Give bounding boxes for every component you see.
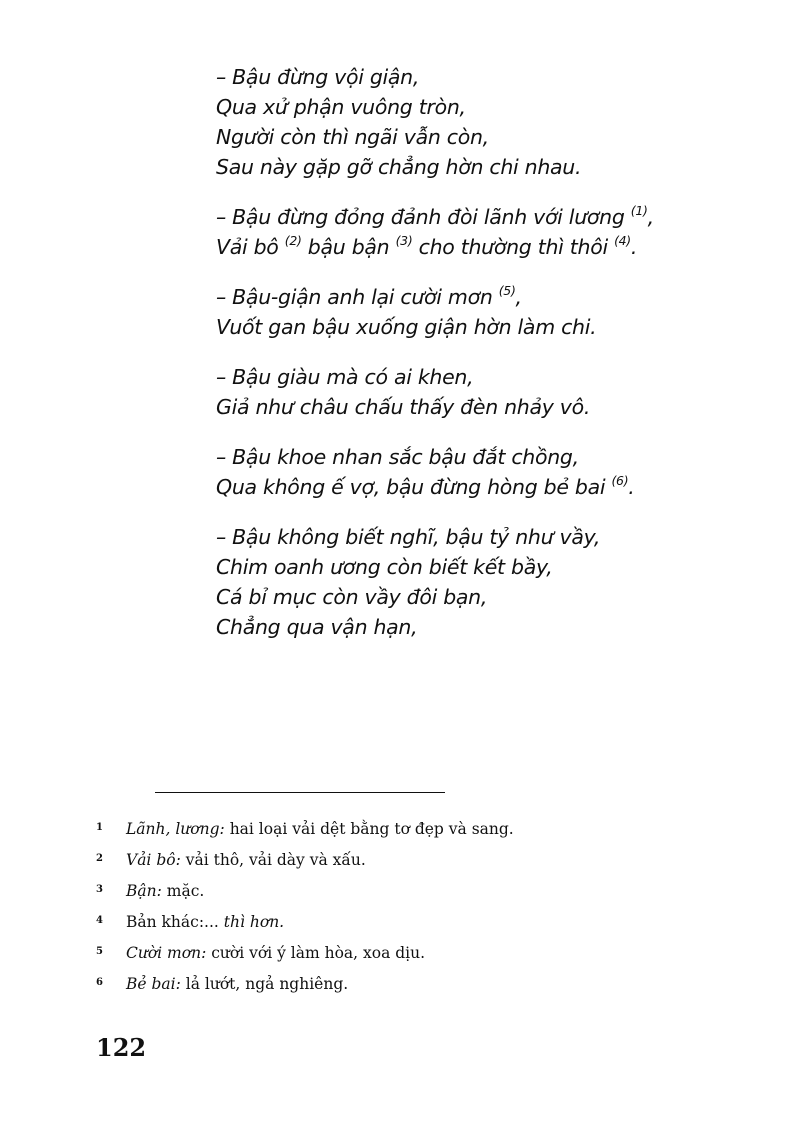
stanza xyxy=(216,282,776,342)
line-text: cho thường thì thôi xyxy=(412,235,615,259)
poem-line xyxy=(216,612,776,642)
footnotes xyxy=(96,816,736,1002)
poem-line xyxy=(216,582,776,612)
poem-line xyxy=(216,202,776,232)
line-punctuation: . xyxy=(628,475,635,499)
footnote-item xyxy=(96,940,736,971)
footnote-term: Lãnh, lương: xyxy=(126,820,225,838)
poem-line xyxy=(216,232,776,262)
stanza xyxy=(216,202,776,262)
footnote-text: lả lướt, ngả nghiêng. xyxy=(180,975,349,993)
line-text: Chim oanh ương còn biết kết bầy, xyxy=(216,555,553,579)
line-punctuation: , xyxy=(647,205,654,229)
footnote-number: 3 xyxy=(96,884,103,895)
footnote-text: mặc. xyxy=(161,882,205,900)
poem-line xyxy=(216,362,776,392)
line-text: Sau này gặp gỡ chẳng hờn chi nhau. xyxy=(216,155,582,179)
footnote-item xyxy=(96,816,736,847)
poem-line xyxy=(216,522,776,552)
footnote-text: Bản khác:... xyxy=(126,913,224,931)
line-text: Chẳng qua vận hạn, xyxy=(216,615,418,639)
footnote-term: Bẻ bai: xyxy=(126,975,181,993)
footnote-text: vải thô, vải dày và xấu. xyxy=(180,851,366,869)
footnote-item xyxy=(96,909,736,940)
stanza xyxy=(216,362,776,422)
footnote-number: 5 xyxy=(96,946,103,957)
footnote-number: 4 xyxy=(96,915,103,926)
poem-line xyxy=(216,472,776,502)
footnote-item xyxy=(96,847,736,878)
footnote-term: Bận: xyxy=(126,882,162,900)
line-punctuation: , xyxy=(515,285,522,309)
line-text: – Bậu-giận anh lại cười mơn xyxy=(216,285,499,309)
line-text: Qua không ế vợ, bậu đừng hòng bẻ bai xyxy=(216,475,612,499)
stanza xyxy=(216,522,776,642)
stanza xyxy=(216,62,776,182)
footnote-term: Vải bô: xyxy=(126,851,181,869)
footnote-marker[interactable]: (6) xyxy=(611,473,629,489)
line-text: – Bậu đừng vội giận, xyxy=(216,65,420,89)
line-text: – Bậu khoe nhan sắc bậu đắt chồng, xyxy=(216,445,579,469)
line-punctuation: . xyxy=(630,235,638,259)
poem-line xyxy=(216,442,776,472)
footnote-text: cười với ý làm hòa, xoa dịu. xyxy=(206,944,426,962)
footnote-divider xyxy=(155,792,445,793)
footnote-item xyxy=(96,971,736,1002)
footnote-number: 6 xyxy=(96,977,103,988)
footnote-marker[interactable]: (1) xyxy=(630,203,648,219)
line-text: Cá bỉ mục còn vầy đôi bạn, xyxy=(216,585,488,609)
footnote-marker[interactable]: (5) xyxy=(498,283,516,299)
footnote-marker[interactable]: (3) xyxy=(395,233,413,249)
footnote-number: 1 xyxy=(96,822,103,833)
footnote-text: hai loại vải dệt bằng tơ đẹp và sang. xyxy=(224,820,514,838)
footnote-term: Cười mơn: xyxy=(126,944,207,962)
line-text: – Bậu đừng đỏng đảnh đòi lãnh với lương xyxy=(216,205,631,229)
stanza xyxy=(216,442,776,502)
poem-line xyxy=(216,552,776,582)
footnote-number: 2 xyxy=(96,853,103,864)
poem xyxy=(216,62,776,662)
line-text: Vuốt gan bậu xuống giận hờn làm chi. xyxy=(216,315,597,339)
footnote-marker[interactable]: (2) xyxy=(284,233,302,249)
footnote-marker[interactable]: (4) xyxy=(614,233,631,249)
line-text: Vải bô xyxy=(216,235,285,259)
poem-line xyxy=(216,122,776,152)
poem-line xyxy=(216,152,776,182)
poem-line xyxy=(216,62,776,92)
line-text: – Bậu không biết nghĩ, bậu tỷ như vầy, xyxy=(216,525,601,549)
line-text: Người còn thì ngãi vẫn còn, xyxy=(216,125,489,149)
poem-line xyxy=(216,392,776,422)
line-text: Giả như châu chấu thấy đèn nhảy vô. xyxy=(216,395,591,419)
line-text: – Bậu giàu mà có ai khen, xyxy=(216,365,474,389)
line-text: bậu bận xyxy=(301,235,396,259)
line-text: Qua xử phận vuông tròn, xyxy=(216,95,466,119)
poem-line xyxy=(216,92,776,122)
footnote-term: thì hơn. xyxy=(223,913,285,931)
footnote-item xyxy=(96,878,736,909)
poem-line xyxy=(216,312,776,342)
page-number: 122 xyxy=(96,1033,147,1062)
poem-line xyxy=(216,282,776,312)
